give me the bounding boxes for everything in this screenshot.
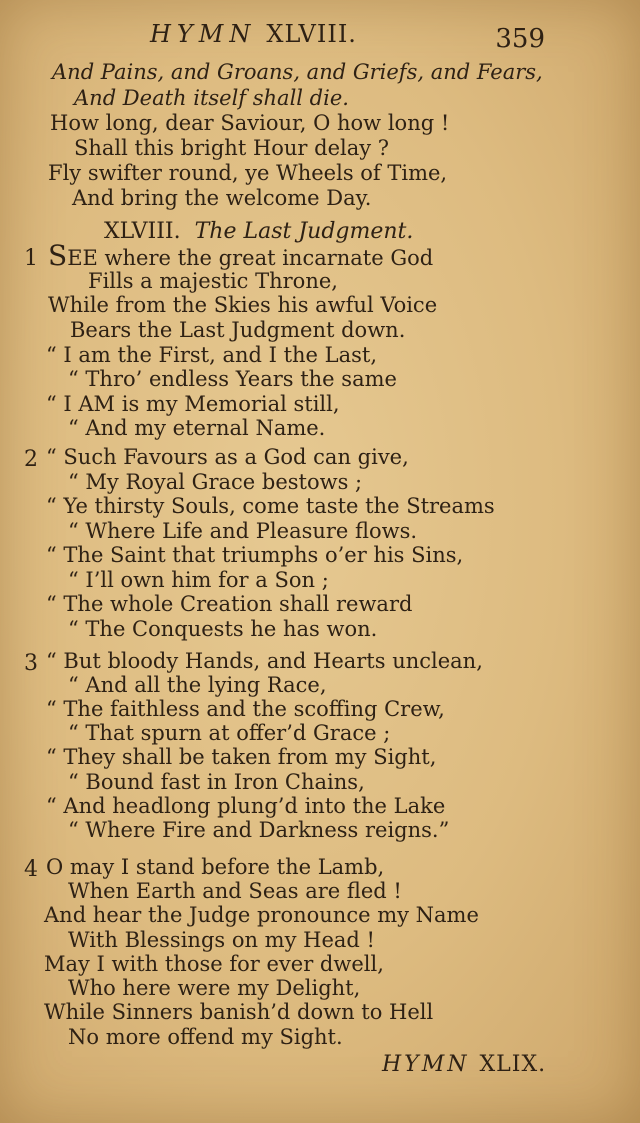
verse-line: “ I AM is my Memorial still,	[46, 392, 340, 416]
verse-line: “ And my eternal Name.	[68, 416, 326, 440]
catchword-word: HYMN	[382, 1052, 470, 1077]
verse-line: “ But bloody Hands, and Hearts unclean,	[46, 649, 483, 673]
verse-line	[48, 239, 434, 272]
verse-line: “ The faithless and the scoffing Crew,	[46, 697, 445, 721]
verse-line: “ And headlong plung’d into the Lake	[46, 794, 446, 818]
catchword	[382, 1052, 546, 1077]
verse-line: Fills a majestic Throne,	[88, 269, 338, 293]
verse-line: “ Such Favours as a God can give,	[46, 445, 409, 469]
verse-line: With Blessings on my Head !	[68, 928, 375, 952]
verse-line: When Earth and Seas are fled !	[68, 879, 402, 903]
verse-line: “ The Conquests he has won.	[68, 617, 378, 641]
verse-line: And hear the Judge pronounce my Name	[44, 903, 479, 927]
verse-line: Bears the Last Judgment down.	[70, 318, 406, 342]
verse-line: “ Thro’ endless Years the same	[68, 367, 397, 391]
verse-line: “ My Royal Grace bestows ;	[68, 470, 363, 494]
page-number: 359	[495, 24, 545, 54]
running-head	[150, 20, 357, 48]
verse-line: “ Where Fire and Darkness reigns.”	[68, 818, 450, 842]
verse-number: 3	[24, 651, 38, 676]
hymn-number: XLVIII.	[104, 219, 181, 244]
verse-number: 2	[24, 447, 38, 472]
running-head-number: XLVIII.	[266, 20, 357, 48]
verse-line: “ They shall be taken from my Sight,	[46, 745, 437, 769]
verse-line: “ Ye thirsty Souls, come taste the Streams	[46, 494, 495, 518]
prev-hymn-line: And Death itself shall die.	[74, 86, 349, 110]
prev-hymn-line: How long, dear Saviour, O how long !	[50, 111, 450, 135]
verse-line: “ I am the First, and I the Last,	[46, 343, 378, 367]
verse-line: Who here were my Delight,	[68, 976, 361, 1000]
verse-number: 4	[24, 857, 38, 882]
verse-line: No more offend my Sight.	[68, 1025, 343, 1049]
hymn-title: The Last Judgment.	[194, 219, 414, 244]
verse-line: “ And all the lying Race,	[68, 673, 327, 697]
verse-line: While Sinners banish’d down to Hell	[44, 1000, 434, 1024]
verse-line: “ I’ll own him for a Son ;	[68, 568, 329, 592]
hymn-heading	[104, 219, 413, 244]
catchword-number: XLIX.	[479, 1052, 547, 1077]
prev-hymn-line: And Pains, and Groans, and Griefs, and Fears,	[52, 60, 543, 84]
verse-line: “ The whole Creation shall reward	[46, 592, 413, 616]
verse-line: “ The Saint that triumphs o’er his Sins,	[46, 543, 464, 567]
verse-line-text: EE where the great incarnate God	[67, 246, 434, 270]
verse-line: O may I stand before the Lamb,	[46, 855, 385, 879]
running-head-title: HYMN	[150, 20, 257, 48]
drop-cap: S	[48, 239, 68, 272]
verse-line: May I with those for ever dwell,	[44, 952, 384, 976]
verse-line: While from the Skies his awful Voice	[48, 293, 438, 317]
prev-hymn-line: Shall this bright Hour delay ?	[74, 136, 390, 160]
verse-line: “ Bound fast in Iron Chains,	[68, 770, 365, 794]
prev-hymn-line: And bring the welcome Day.	[72, 186, 372, 210]
verse-line: “ Where Life and Pleasure flows.	[68, 519, 418, 543]
verse-number: 1	[24, 246, 38, 271]
prev-hymn-line: Fly swifter round, ye Wheels of Time,	[48, 161, 448, 185]
verse-line: “ That spurn at offer’d Grace ;	[68, 721, 391, 745]
